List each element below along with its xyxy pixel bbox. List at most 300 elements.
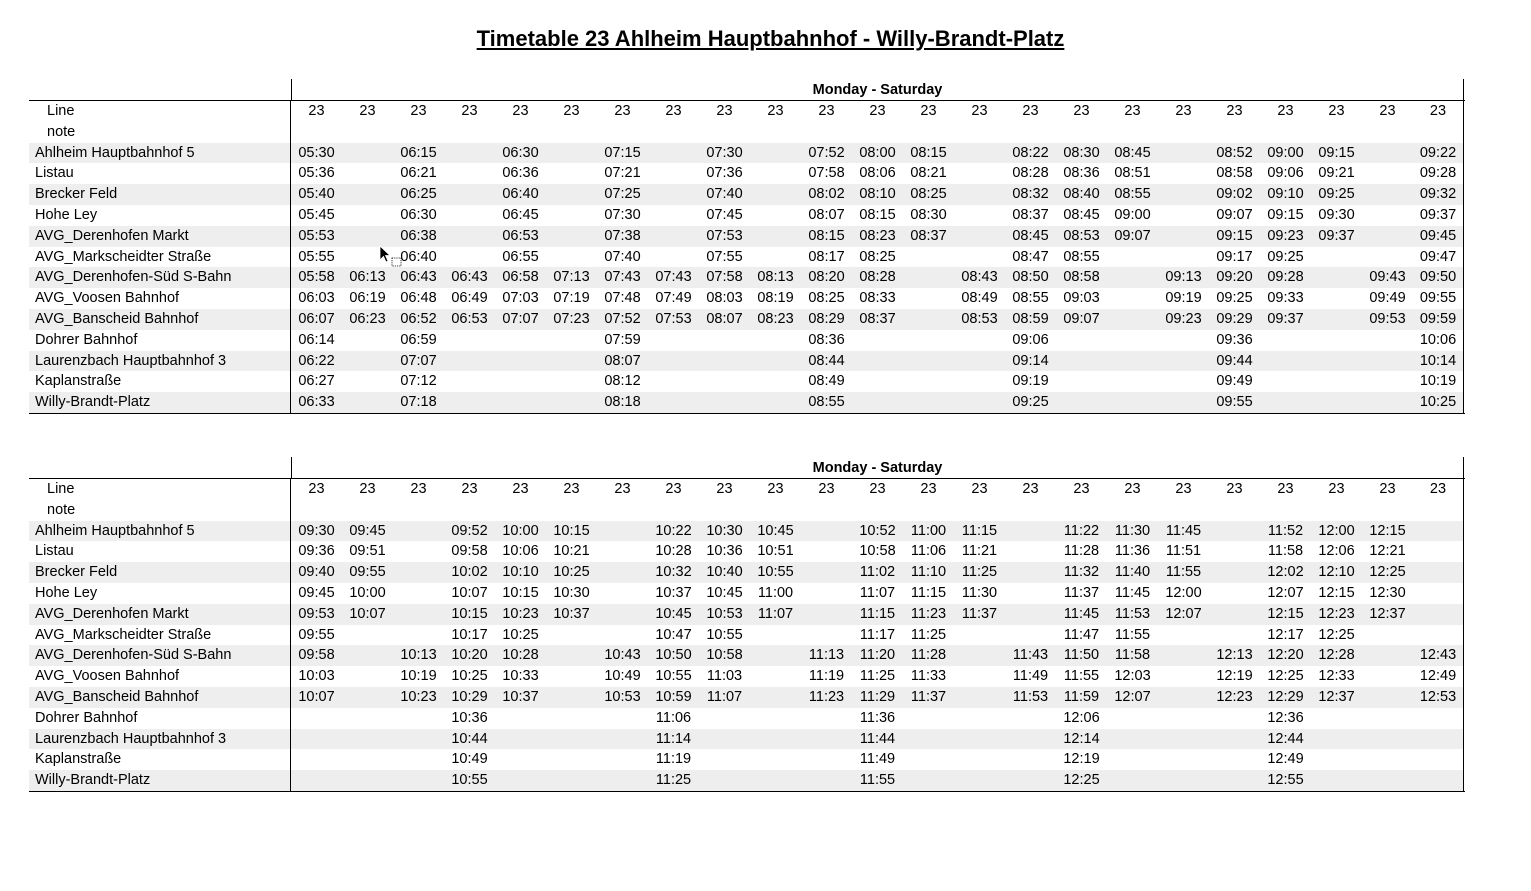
line-number: 23 <box>461 103 478 119</box>
line-number: 23 <box>563 481 580 497</box>
departure-time: 11:19 <box>655 751 692 768</box>
departure-time <box>1056 392 1107 413</box>
departure-time <box>699 330 750 351</box>
departure-time <box>1413 521 1464 542</box>
note-cell <box>393 500 444 521</box>
departure-time: 11:58 <box>1107 645 1158 666</box>
departure-time: 09:25 <box>1267 248 1304 265</box>
timetable-grid <box>29 479 1465 792</box>
departure-time <box>1209 770 1260 791</box>
departure-time: 10:59 <box>648 687 699 708</box>
departure-time <box>597 562 648 583</box>
departure-time <box>954 330 1005 351</box>
departure-time: 08:29 <box>801 309 852 330</box>
departure-time: 11:47 <box>1063 626 1100 643</box>
departure-time: 10:15 <box>444 604 495 625</box>
line-number: 23 <box>1175 481 1192 497</box>
departure-time: 12:14 <box>1056 729 1107 750</box>
departure-time: 08:37 <box>1012 206 1049 223</box>
note-cell <box>801 122 852 143</box>
departure-time: 08:47 <box>1012 248 1049 265</box>
departure-time <box>1260 351 1311 372</box>
departure-time: 11:55 <box>852 770 903 791</box>
note-cell <box>1311 500 1362 521</box>
departure-time <box>1209 562 1260 583</box>
departure-time: 07:55 <box>706 248 743 265</box>
departure-time: 07:52 <box>801 143 852 164</box>
departure-time: 10:06 <box>1413 330 1464 351</box>
departure-time <box>954 143 1005 164</box>
departure-time <box>342 371 393 392</box>
departure-time: 11:37 <box>954 604 1005 625</box>
departure-time <box>750 330 801 351</box>
departure-time: 11:00 <box>757 584 794 601</box>
departure-time: 11:33 <box>910 668 947 685</box>
departure-time <box>1362 163 1413 184</box>
departure-time: 08:55 <box>1107 184 1158 205</box>
line-number: 23 <box>1413 101 1464 122</box>
departure-time <box>1362 205 1413 226</box>
departure-time <box>1209 541 1260 562</box>
departure-time <box>342 205 393 226</box>
line-number: 23 <box>1022 481 1039 497</box>
departure-time <box>1413 729 1464 750</box>
departure-time: 08:06 <box>859 165 896 182</box>
departure-time <box>954 770 1005 791</box>
departure-time <box>750 205 801 226</box>
note-cell <box>903 500 954 521</box>
departure-time: 11:36 <box>1114 543 1151 560</box>
departure-time: 09:59 <box>1413 309 1464 330</box>
departure-time: 12:15 <box>1362 521 1413 542</box>
departure-time <box>648 247 699 268</box>
departure-time: 09:00 <box>1260 143 1311 164</box>
line-number: 23 <box>512 481 529 497</box>
departure-time <box>954 371 1005 392</box>
departure-time: 11:52 <box>1260 521 1311 542</box>
departure-time: 09:19 <box>1012 373 1049 390</box>
note-cell <box>801 500 852 521</box>
departure-time: 08:13 <box>750 267 801 288</box>
departure-time <box>648 143 699 164</box>
departure-time <box>1005 625 1056 646</box>
departure-time <box>444 226 495 247</box>
departure-time: 10:25 <box>1413 392 1464 413</box>
departure-time: 06:07 <box>291 309 342 330</box>
departure-time <box>546 749 597 770</box>
departure-time <box>801 562 852 583</box>
departure-time <box>1413 562 1464 583</box>
departure-time <box>852 330 903 351</box>
departure-time: 06:30 <box>400 206 437 223</box>
line-number: 23 <box>1175 103 1192 119</box>
departure-time <box>1158 708 1209 729</box>
departure-time: 09:25 <box>1216 290 1253 307</box>
departure-time <box>1413 770 1464 791</box>
stop-name: Brecker Feld <box>29 562 291 583</box>
departure-time <box>1158 666 1209 687</box>
departure-time: 12:10 <box>1311 562 1362 583</box>
departure-time <box>444 330 495 351</box>
departure-time: 11:30 <box>1107 521 1158 542</box>
departure-time: 09:30 <box>1318 206 1355 223</box>
departure-time: 05:53 <box>291 226 342 247</box>
departure-time: 08:15 <box>801 226 852 247</box>
departure-time: 07:12 <box>400 373 437 390</box>
departure-time: 09:37 <box>1260 309 1311 330</box>
departure-time <box>1311 729 1362 750</box>
departure-time <box>342 770 393 791</box>
note-cell <box>852 500 903 521</box>
departure-time: 09:47 <box>1413 247 1464 268</box>
stop-name: AVG_Derenhofen Markt <box>29 226 291 247</box>
days-heading: Monday - Saturday <box>291 457 1464 478</box>
departure-time: 07:07 <box>495 309 546 330</box>
departure-time: 09:37 <box>1413 205 1464 226</box>
departure-time: 08:03 <box>706 290 743 307</box>
departure-time <box>393 708 444 729</box>
departure-time <box>801 770 852 791</box>
table-header <box>29 79 1465 101</box>
departure-time <box>1311 708 1362 729</box>
departure-time <box>393 625 444 646</box>
departure-time <box>750 247 801 268</box>
departure-time <box>1311 309 1362 330</box>
departure-time <box>1005 604 1056 625</box>
note-cell <box>1311 122 1362 143</box>
departure-time <box>699 770 750 791</box>
departure-time <box>1056 351 1107 372</box>
departure-time: 10:36 <box>706 543 743 560</box>
departure-time <box>393 583 444 604</box>
departure-time: 07:45 <box>706 206 743 223</box>
departure-time: 06:40 <box>400 248 437 265</box>
departure-time <box>1158 687 1209 708</box>
departure-time <box>1362 371 1413 392</box>
departure-time: 12:19 <box>1063 751 1100 768</box>
departure-time <box>1362 645 1413 666</box>
departure-time: 11:25 <box>910 626 947 643</box>
note-cell <box>1413 500 1464 521</box>
departure-time: 09:22 <box>1413 143 1464 164</box>
departure-time <box>495 708 546 729</box>
departure-time: 06:43 <box>393 267 444 288</box>
departure-time <box>342 184 393 205</box>
departure-time <box>1107 371 1158 392</box>
departure-time: 10:23 <box>393 687 444 708</box>
departure-time: 10:19 <box>400 668 437 685</box>
departure-time <box>699 351 750 372</box>
departure-time: 10:37 <box>495 687 546 708</box>
note-cell <box>750 500 801 521</box>
departure-time: 08:07 <box>699 309 750 330</box>
departure-time: 07:18 <box>393 392 444 413</box>
departure-time <box>1362 729 1413 750</box>
departure-time: 12:37 <box>1362 604 1413 625</box>
departure-time <box>648 205 699 226</box>
line-number: 23 <box>308 103 325 119</box>
departure-time: 10:55 <box>750 562 801 583</box>
departure-time: 11:25 <box>954 562 1005 583</box>
departure-time: 12:20 <box>1260 645 1311 666</box>
departure-time: 06:53 <box>444 309 495 330</box>
departure-time <box>1158 330 1209 351</box>
departure-time: 07:58 <box>699 267 750 288</box>
departure-time: 11:00 <box>903 521 954 542</box>
departure-time <box>444 351 495 372</box>
departure-time <box>393 770 444 791</box>
note-cell <box>1005 500 1056 521</box>
note-cell <box>342 122 393 143</box>
departure-time: 07:40 <box>699 184 750 205</box>
departure-time <box>1005 541 1056 562</box>
stop-name: AVG_Voosen Bahnhof <box>29 666 291 687</box>
departure-time: 10:53 <box>597 687 648 708</box>
stop-name: Listau <box>29 163 291 184</box>
departure-time: 12:25 <box>1362 562 1413 583</box>
departure-time <box>546 625 597 646</box>
departure-time <box>954 184 1005 205</box>
departure-time <box>342 666 393 687</box>
departure-time: 07:43 <box>648 267 699 288</box>
departure-time: 12:19 <box>1216 668 1253 685</box>
stop-name: AVG_Markscheidter Straße <box>29 625 291 646</box>
departure-time <box>1107 288 1158 309</box>
departure-time <box>1311 351 1362 372</box>
departure-time <box>1005 521 1056 542</box>
departure-time: 09:40 <box>291 562 342 583</box>
note-cell <box>444 500 495 521</box>
departure-time: 11:10 <box>903 562 954 583</box>
departure-time: 08:20 <box>801 267 852 288</box>
departure-time: 09:17 <box>1216 248 1253 265</box>
departure-time <box>750 729 801 750</box>
departure-time <box>1413 583 1464 604</box>
departure-time <box>1413 604 1464 625</box>
departure-time: 07:53 <box>648 309 699 330</box>
departure-time: 08:10 <box>852 184 903 205</box>
departure-time: 08:02 <box>801 184 852 205</box>
line-number: 23 <box>512 103 529 119</box>
line-number: 23 <box>1277 481 1294 497</box>
departure-time: 07:58 <box>808 165 845 182</box>
note-cell <box>1413 122 1464 143</box>
departure-time <box>1209 521 1260 542</box>
departure-time: 09:43 <box>1362 267 1413 288</box>
departure-time: 10:00 <box>349 584 386 601</box>
departure-time <box>291 770 342 791</box>
note-cell <box>495 500 546 521</box>
departure-time: 12:37 <box>1311 687 1362 708</box>
note-cell <box>699 500 750 521</box>
departure-time: 12:30 <box>1369 584 1406 601</box>
departure-time <box>1362 184 1413 205</box>
line-number: 23 <box>410 481 427 497</box>
departure-time <box>1158 163 1209 184</box>
departure-time: 08:50 <box>1005 267 1056 288</box>
departure-time <box>903 309 954 330</box>
departure-time: 06:14 <box>298 331 335 348</box>
departure-time <box>1362 625 1413 646</box>
line-number: 23 <box>614 481 631 497</box>
departure-time: 08:40 <box>1056 184 1107 205</box>
departure-time: 12:25 <box>1318 626 1355 643</box>
departure-time <box>1107 247 1158 268</box>
departure-time <box>342 163 393 184</box>
departure-time: 11:28 <box>1063 543 1100 560</box>
departure-time: 10:37 <box>546 604 597 625</box>
departure-time <box>1413 625 1464 646</box>
departure-time <box>954 163 1005 184</box>
departure-time: 06:13 <box>342 267 393 288</box>
departure-time: 08:25 <box>859 248 896 265</box>
departure-time <box>903 288 954 309</box>
departure-time <box>1260 330 1311 351</box>
departure-time <box>801 541 852 562</box>
departure-time: 08:45 <box>1005 226 1056 247</box>
line-number: 23 <box>665 103 682 119</box>
departure-time: 12:03 <box>1114 668 1151 685</box>
stop-name: Dohrer Bahnhof <box>29 708 291 729</box>
departure-time <box>1413 708 1464 729</box>
departure-time: 08:30 <box>910 206 947 223</box>
departure-time: 08:28 <box>852 267 903 288</box>
table-header <box>29 457 1465 479</box>
departure-time <box>954 666 1005 687</box>
departure-time: 08:19 <box>757 290 794 307</box>
departure-time <box>1209 604 1260 625</box>
departure-time <box>954 351 1005 372</box>
departure-time: 11:07 <box>699 687 750 708</box>
departure-time: 08:36 <box>1063 165 1100 182</box>
departure-time <box>546 330 597 351</box>
departure-time <box>1209 583 1260 604</box>
departure-time: 05:55 <box>298 248 335 265</box>
departure-time: 11:28 <box>903 645 954 666</box>
departure-time <box>1311 392 1362 413</box>
departure-time: 10:28 <box>495 645 546 666</box>
departure-time <box>954 205 1005 226</box>
stop-name: AVG_Voosen Bahnhof <box>29 288 291 309</box>
departure-time: 11:36 <box>859 709 896 726</box>
departure-time: 08:45 <box>1107 143 1158 164</box>
departure-time: 11:14 <box>648 729 699 750</box>
departure-time <box>342 729 393 750</box>
line-number: 23 <box>716 481 733 497</box>
stop-name: Laurenzbach Hauptbahnhof 3 <box>29 729 291 750</box>
departure-time <box>699 708 750 729</box>
departure-time: 10:07 <box>291 687 342 708</box>
departure-time <box>1311 371 1362 392</box>
departure-time <box>1107 749 1158 770</box>
departure-time <box>801 521 852 542</box>
line-number: 23 <box>971 481 988 497</box>
departure-time: 10:49 <box>451 751 488 768</box>
departure-time: 11:15 <box>852 604 903 625</box>
departure-time: 06:40 <box>495 184 546 205</box>
departure-time <box>444 371 495 392</box>
departure-time <box>750 708 801 729</box>
departure-time: 10:45 <box>706 584 743 601</box>
departure-time: 11:21 <box>961 543 998 560</box>
departure-time <box>546 770 597 791</box>
note-cell <box>648 500 699 521</box>
departure-time: 11:40 <box>1107 562 1158 583</box>
departure-time <box>903 330 954 351</box>
departure-time: 12:02 <box>1260 562 1311 583</box>
departure-time <box>342 330 393 351</box>
departure-time <box>342 645 393 666</box>
departure-time <box>750 687 801 708</box>
note-cell <box>954 122 1005 143</box>
line-number: 23 <box>869 103 886 119</box>
departure-time <box>1413 541 1464 562</box>
departure-time: 07:07 <box>393 351 444 372</box>
departure-time: 09:55 <box>298 626 335 643</box>
line-number: 23 <box>1226 481 1243 497</box>
departure-time <box>546 143 597 164</box>
departure-time <box>546 247 597 268</box>
departure-time: 08:55 <box>801 392 852 413</box>
departure-time <box>393 604 444 625</box>
departure-time <box>1311 288 1362 309</box>
departure-time: 08:07 <box>808 206 845 223</box>
departure-time: 12:49 <box>1267 751 1304 768</box>
departure-time: 10:25 <box>502 626 539 643</box>
departure-time <box>801 708 852 729</box>
departure-time: 06:21 <box>400 165 437 182</box>
departure-time: 09:23 <box>1260 226 1311 247</box>
departure-time <box>1158 226 1209 247</box>
departure-time: 10:52 <box>852 521 903 542</box>
departure-time <box>597 729 648 750</box>
departure-time: 11:15 <box>954 521 1005 542</box>
departure-time: 09:44 <box>1209 351 1260 372</box>
line-number: 23 <box>1328 103 1345 119</box>
departure-time: 06:58 <box>495 267 546 288</box>
departure-time: 11:32 <box>1056 562 1107 583</box>
departure-time <box>597 604 648 625</box>
departure-time: 10:10 <box>495 562 546 583</box>
departure-time: 10:07 <box>342 604 393 625</box>
departure-time <box>1005 770 1056 791</box>
departure-time: 11:07 <box>750 604 801 625</box>
line-number: 23 <box>818 481 835 497</box>
departure-time <box>495 770 546 791</box>
departure-time <box>903 392 954 413</box>
departure-time: 08:22 <box>1005 143 1056 164</box>
departure-time <box>546 163 597 184</box>
departure-time <box>342 749 393 770</box>
departure-time <box>1056 371 1107 392</box>
departure-time: 07:23 <box>546 309 597 330</box>
departure-time <box>852 371 903 392</box>
departure-time: 10:25 <box>546 562 597 583</box>
departure-time: 06:43 <box>444 267 495 288</box>
departure-time: 06:36 <box>502 165 539 182</box>
departure-time: 10:47 <box>655 626 692 643</box>
departure-time: 10:17 <box>451 626 488 643</box>
departure-time: 11:55 <box>1114 626 1151 643</box>
departure-time: 10:49 <box>604 668 641 685</box>
stop-name: AVG_Banscheid Bahnhof <box>29 687 291 708</box>
departure-time <box>750 645 801 666</box>
note-cell <box>903 122 954 143</box>
timetable-block-2 <box>29 457 1465 792</box>
departure-time: 07:19 <box>553 290 590 307</box>
departure-time <box>801 604 852 625</box>
departure-time <box>1209 749 1260 770</box>
